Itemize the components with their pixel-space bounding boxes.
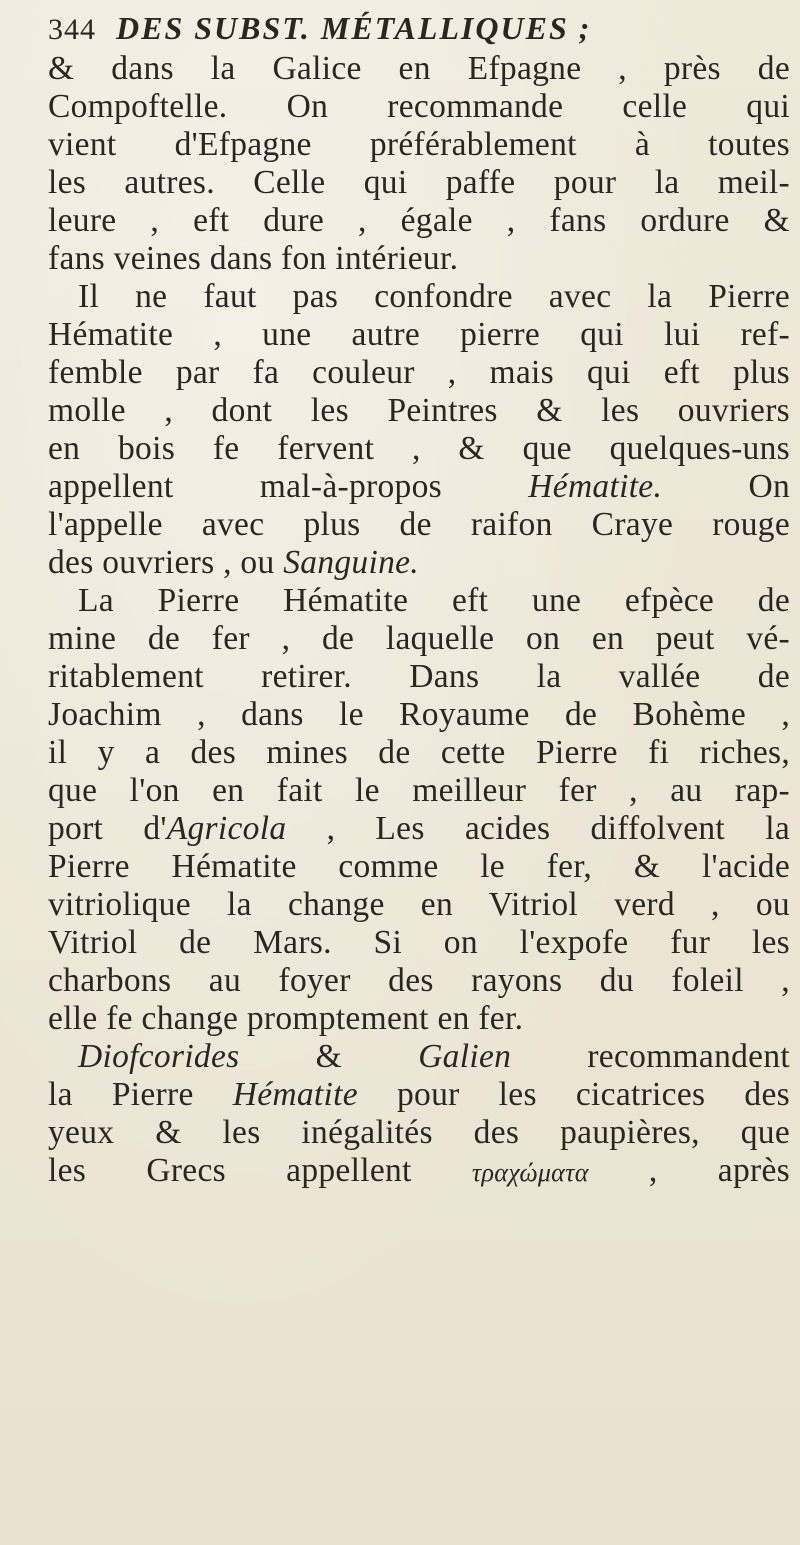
- text-line: les autres. Celle qui paffe pour la meil-: [48, 164, 790, 201]
- text-run: port d': [48, 810, 167, 847]
- text-line: Compoftelle. On recommande celle qui: [48, 88, 790, 125]
- running-head: DES SUBST. MÉTALLIQUES ;: [116, 10, 592, 46]
- text-line: [48, 1038, 790, 1076]
- text-line: & dans la Galice en Efpagne , près de: [48, 50, 790, 87]
- text-line: leure , eft dure , égale , fans ordure &: [48, 202, 790, 239]
- text-run: On: [748, 468, 790, 505]
- text-line: molle , dont les Peintres & les ouvriers: [48, 392, 790, 429]
- page-number: 344: [48, 13, 96, 46]
- body-text: [48, 50, 790, 1190]
- text-line: vitriolique la change en Vitriol verd , ou: [48, 886, 790, 923]
- text-line: charbons au foyer des rayons du foleil ,: [48, 962, 790, 999]
- greek-term: τραχώματα: [471, 1158, 589, 1187]
- text-line: La Pierre Hématite eft une efpèce de: [78, 582, 790, 619]
- text-run: des ouvriers , ou: [48, 544, 275, 581]
- italic-term: Hématite: [232, 1076, 358, 1113]
- text-line: fans veines dans fon intérieur.: [48, 240, 459, 277]
- text-line: yeux & les inégalités des paupières, que: [48, 1114, 790, 1151]
- text-line: elle fe change promptement en fer.: [48, 1000, 524, 1037]
- text-run: les Grecs appellent: [48, 1152, 412, 1189]
- text-line: [48, 1076, 790, 1114]
- text-line: Il ne faut pas confondre avec la Pierre: [78, 278, 790, 315]
- text-line: Joachim , dans le Royaume de Bohème ,: [48, 696, 790, 733]
- text-run: , Les acides diffolvent la: [326, 810, 790, 847]
- italic-term: Diofcorides: [78, 1038, 240, 1075]
- italic-term: Galien: [418, 1038, 512, 1075]
- text-run: pour les cicatrices des: [397, 1076, 790, 1113]
- text-line: [48, 810, 790, 848]
- text-line: que l'on en fait le meilleur fer , au rap-: [48, 772, 790, 809]
- text-line: en bois fe fervent , & que quelques-uns: [48, 430, 790, 467]
- text-line: Pierre Hématite comme le fer, & l'acide: [48, 848, 790, 885]
- text-run: appellent mal-à-propos: [48, 468, 442, 505]
- text-line: ritablement retirer. Dans la vallée de: [48, 658, 790, 695]
- text-line: [48, 544, 790, 582]
- text-line: femble par fa couleur , mais qui eft plus: [48, 354, 790, 391]
- text-run: &: [315, 1038, 343, 1075]
- text-run: , après: [648, 1152, 790, 1189]
- text-line: Vitriol de Mars. Si on l'expofe fur les: [48, 924, 790, 961]
- text-line: [48, 468, 790, 506]
- text-line: [48, 1152, 790, 1190]
- text-line: l'appelle avec plus de raifon Craye rouge: [48, 506, 790, 543]
- text-line: il y a des mines de cette Pierre fi riches,: [48, 734, 790, 771]
- italic-term: Agricola: [166, 810, 287, 847]
- text-line: mine de fer , de laquelle on en peut vé-: [48, 620, 790, 657]
- text-run: recommandent: [587, 1038, 790, 1075]
- italic-term: Sanguine.: [283, 544, 419, 581]
- text-line: Hématite , une autre pierre qui lui ref-: [48, 316, 790, 353]
- italic-term: Hématite.: [528, 468, 663, 505]
- text-line: vient d'Efpagne préférablement à toutes: [48, 126, 790, 163]
- text-run: la Pierre: [48, 1076, 194, 1113]
